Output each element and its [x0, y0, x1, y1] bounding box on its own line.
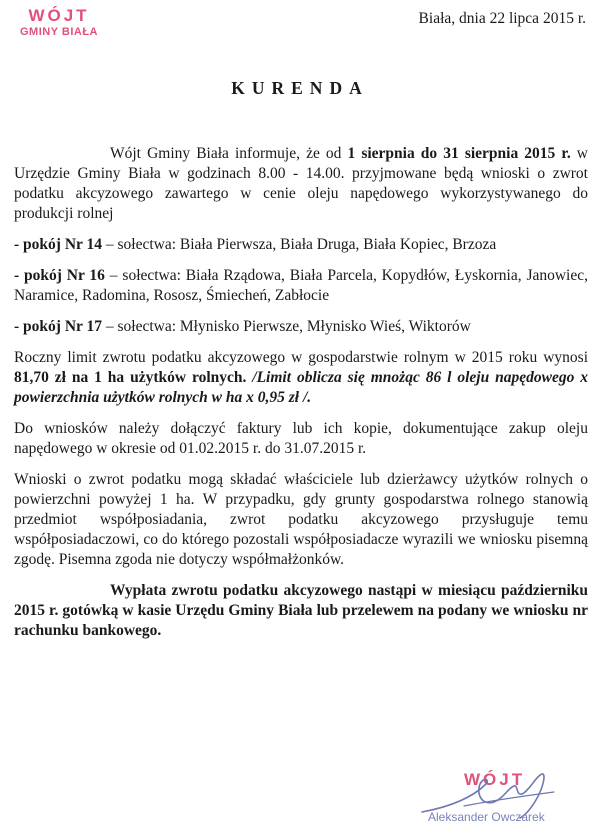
header-stamp [4, 6, 114, 39]
stamp-line-wojt: WÓJT [28, 6, 90, 25]
document-body [14, 144, 588, 652]
signatory-name: Aleksander Owczarek [428, 810, 545, 824]
room-14-paragraph [14, 235, 588, 255]
invoices-paragraph: Do wniosków należy dołączyć faktury lub ich kopie, dokumentujące zakup oleju napędowego w okresie od 01.02.2015 r. do 31.07.2015 r. [14, 420, 588, 457]
limit-amount: 81,70 zł na 1 ha użytków rolnych. [14, 369, 247, 386]
document-title: KURENDA [231, 78, 369, 98]
room-16-text: – sołectwa: Biała Rządowa, Biała Parcela, Kopydłów, Łyskornia, Janowiec, Naramice, Radomina, Rososz, Śmiecheń, Zabłocie [14, 267, 588, 304]
intro-paragraph [14, 144, 588, 224]
signature-stamp-title: WÓJT [464, 770, 526, 789]
room-17-text: – sołectwa: Młynisko Pierwsze, Młynisko Wieś, Wiktorów [101, 318, 471, 335]
room-16-paragraph [14, 266, 588, 306]
room-17-paragraph [14, 317, 588, 337]
limit-text: Roczny limit zwrotu podatku akcyzowego w gospodarstwie rolnym w 2015 roku wynosi [14, 349, 588, 366]
signature-stamp [404, 766, 594, 830]
stamp-line-gmina: GMINY BIAŁA [19, 26, 99, 38]
intro-text-2: w Urzędzie Gminy Biała w godzinach 8.00 - 14.00. przyjmowane będą wnioski o zwrot podatku akcyzowego zawartego w cenie oleju napędowego wykorzystywanego do produkcji rolnej [14, 145, 588, 222]
payment-paragraph: Wypłata zwrotu podatku akcyzowego nastąpi w miesiącu październiku 2015 r. gotówką w kasie Urzędu Gminy Biała lub przelewem na podany we wniosku nr rachunku bankowego. [14, 582, 588, 639]
room-14-text: – sołectwa: Biała Pierwsza, Biała Druga, Biała Kopiec, Brzoza [101, 236, 497, 253]
room-16-label: - pokój Nr 16 [14, 267, 105, 284]
room-14-label: - pokój Nr 14 [14, 236, 102, 253]
room-17-label: - pokój Nr 17 [14, 318, 102, 335]
intro-period: 1 sierpnia do 31 sierpnia 2015 r. [347, 145, 571, 162]
intro-text-1: Wójt Gminy Biała informuje, że od [110, 145, 348, 162]
eligibility-paragraph: Wnioski o zwrot podatku mogą składać właściciele lub dzierżawcy użytków rolnych o powierzchni powyżej 1 ha. W przypadku, gdy grunty gospodarstwa rolnego stanowią przedmiot współposiadania, zwrot podatku akcyzowego przysługuje temu współposiadaczowi, co do którego pozostali współposiadacze wyrazili we wniosku pisemną zgodę. Pisemna zgoda nie dotyczy współmałżonków. [14, 471, 588, 568]
limit-formula: /Limit oblicza się mnożąc 86 l oleju napędowego x powierzchnia użytków rolnych w ha x 0,95 zł /. [14, 369, 588, 406]
document-date: Biała, dnia 22 lipca 2015 r. [418, 10, 586, 27]
limit-paragraph [14, 348, 588, 408]
